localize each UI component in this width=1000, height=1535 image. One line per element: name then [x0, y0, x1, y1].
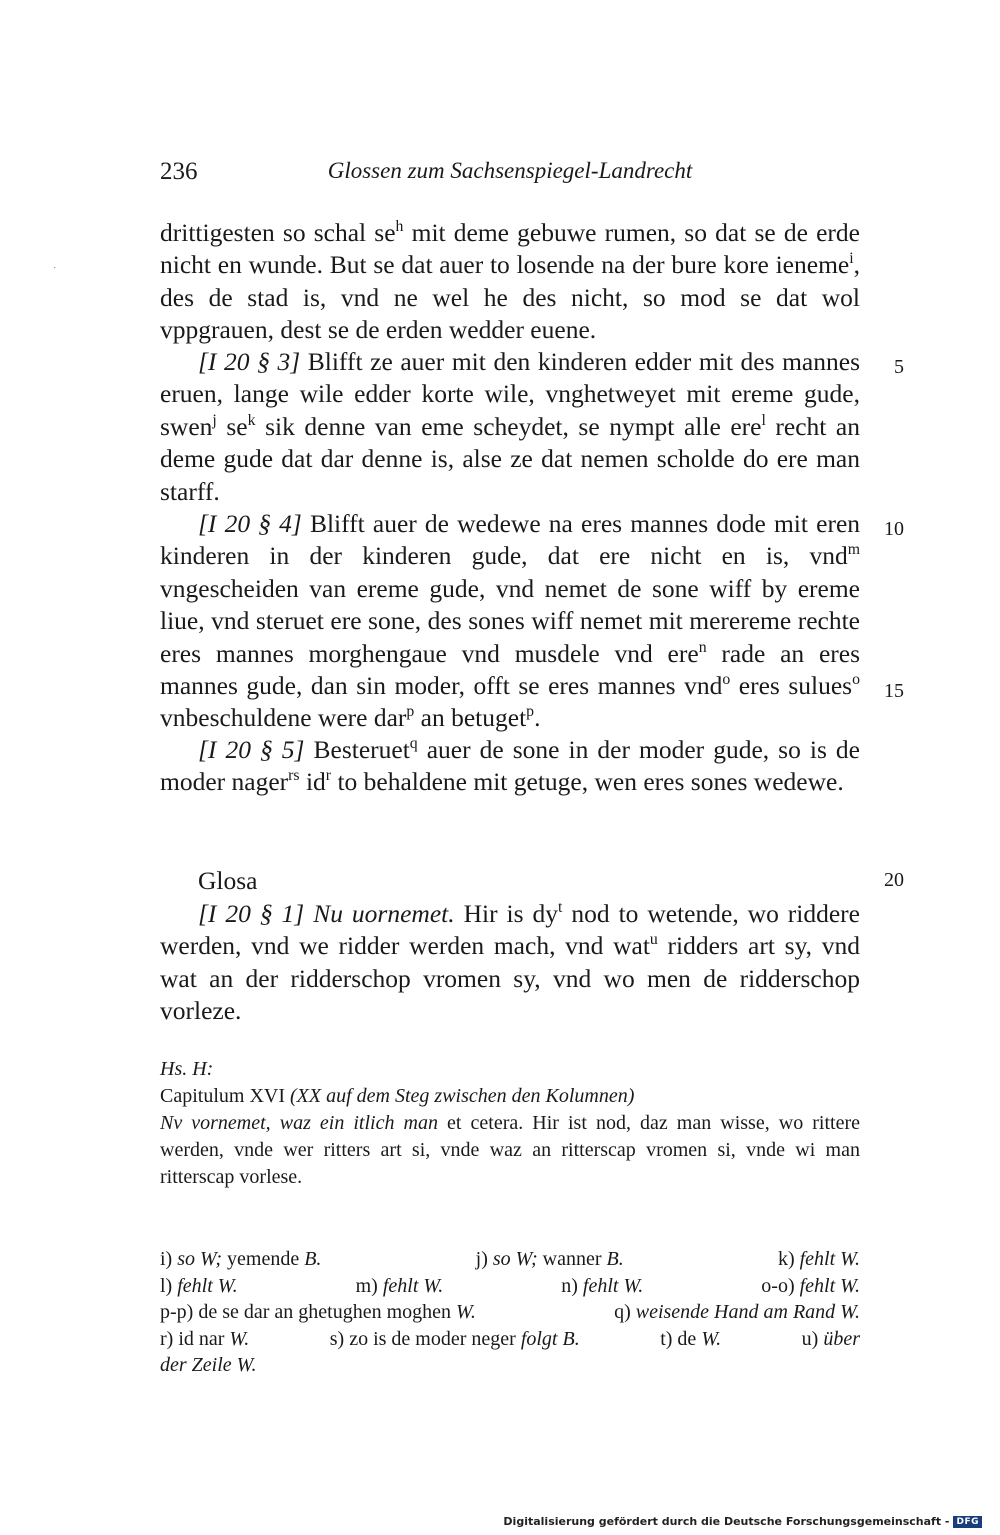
section-ref: [I 20 § 1] [198, 899, 305, 928]
line-number-10: 10 [884, 518, 904, 540]
digitization-credit [503, 1515, 982, 1528]
manuscript-text: Nv vornemet, waz ein itlich man et cetera. Hir ist nod, daz man wisse, wo rittere werden, vnde wer ritters art si, vnde waz an ritterscap vromen si, vnde wi man ritterscap vorlese. [160, 1112, 860, 1188]
lemma: Nu uornemet. [304, 899, 455, 928]
glosa-heading: Glosa [198, 866, 258, 895]
paragraph-3: [I 20 § 4] Blifft auer de wedewe na eres mannes dode mit eren kinderen in der kinderen gude, dat ere nicht en is, vnd$^m$ vngescheiden van ereme gude, vnd nemet de sone wiff by ereme liue, vnd steruet ere sone, des sones wiff nemet mit merereme rechte eres mannes morghengaue vnd musdele vnd ere$^n$ rade an eres mannes gude, dan sin moder, offt se eres mannes vnd$^o$ eres sulues$^o$ vnbeschuldene were dar$^p$ an betuget$^p$. [160, 509, 861, 733]
note-o: o-o) fehlt W. [761, 1274, 860, 1297]
section-ref: [I 20 § 4] [198, 509, 302, 538]
manuscript-h-section [160, 1056, 860, 1191]
note-j: j) so W; wanner B. [475, 1248, 624, 1270]
note-u: u) über [801, 1327, 860, 1350]
note-m: m) fehlt W. [355, 1274, 444, 1297]
note-r: r) id nar W. [160, 1327, 250, 1350]
manuscript-chapter: Capitulum XVI (XX auf dem Steg zwischen den Kolumnen) [160, 1085, 635, 1107]
note-n: n) fehlt W. [561, 1274, 644, 1297]
section-ref: [I 20 § 3] [198, 347, 301, 376]
paragraph-2: [I 20 § 3] Blifft ze auer mit den kinderen edder mit des mannes eruen, lange wile edder korte wile, vnghetweyet mit ereme gude, swen$^j$ $se^k$ sik denne van eme scheydet, se nympt alle ere$^l$ recht an deme gude dat dar denne is, alse ze dat nemen scholde do ere man starff. [160, 347, 860, 506]
section-ref: [I 20 § 5] [198, 735, 305, 764]
note-i: i) so W; yemende B. [160, 1248, 322, 1270]
note-s: s) zo is de moder neger folgt B. [329, 1327, 580, 1350]
note-t: t) de W. [660, 1327, 722, 1350]
apparatus-line [160, 1299, 860, 1326]
dfg-logo: DFG [953, 1516, 982, 1528]
note-p: p-p) de se dar an ghetughen moghen W. [160, 1301, 476, 1323]
credit-text: Digitalisierung gefördert durch die Deutsche Forschungsgemeinschaft - [503, 1515, 950, 1528]
note-u-continued: der Zeile W. [160, 1354, 257, 1376]
critical-apparatus [160, 1246, 860, 1379]
line-number-20: 20 [884, 869, 904, 891]
paragraph-4: [I 20 § 5] Besteruet$^q$ auer de sone in der moder gude, so is de moder nager$^{rs}$ $id^r$ to behaldene mit getuge, wen eres sones wedewe. [160, 735, 860, 797]
note-q: q) weisende Hand am Rand W. [614, 1301, 860, 1323]
manuscript-siglum: Hs. H: [160, 1058, 214, 1080]
paragraph-1: drittigesten so schal $se^h$ mit deme gebuwe rumen, so dat se de erde nicht en wunde. But se dat auer to losende na der bure kore ieneme$^i$, des de stad is, vnd ne wel he des nicht, so mod se dat wol vppgrauen, dest se de erden wedder euene. [160, 218, 860, 345]
paragraph-5: [I 20 § 1] Nu uornemet. Hir is $dy^t$ nod to wetende, wo riddere werden, vnd we ridder werden mach, vnd wat$^u$ ridders art sy, vnd wat an der ridderschop vromen sy, vnd wo men de ridderschop vorleze. [160, 899, 860, 1026]
apparatus-line [160, 1273, 860, 1300]
apparatus-line [160, 1326, 860, 1353]
running-title: Glossen zum Sachsenspiegel-Landrecht [327, 158, 693, 183]
note-k: k) fehlt W. [777, 1248, 860, 1270]
apparatus-line [160, 1246, 860, 1273]
line-number-5: 5 [894, 356, 904, 378]
margin-mark: · [53, 263, 57, 274]
note-l: l) fehlt W. [160, 1274, 238, 1297]
line-number-15: 15 [884, 680, 904, 702]
apparatus-line [160, 1352, 860, 1379]
page-number: 236 [160, 158, 198, 185]
